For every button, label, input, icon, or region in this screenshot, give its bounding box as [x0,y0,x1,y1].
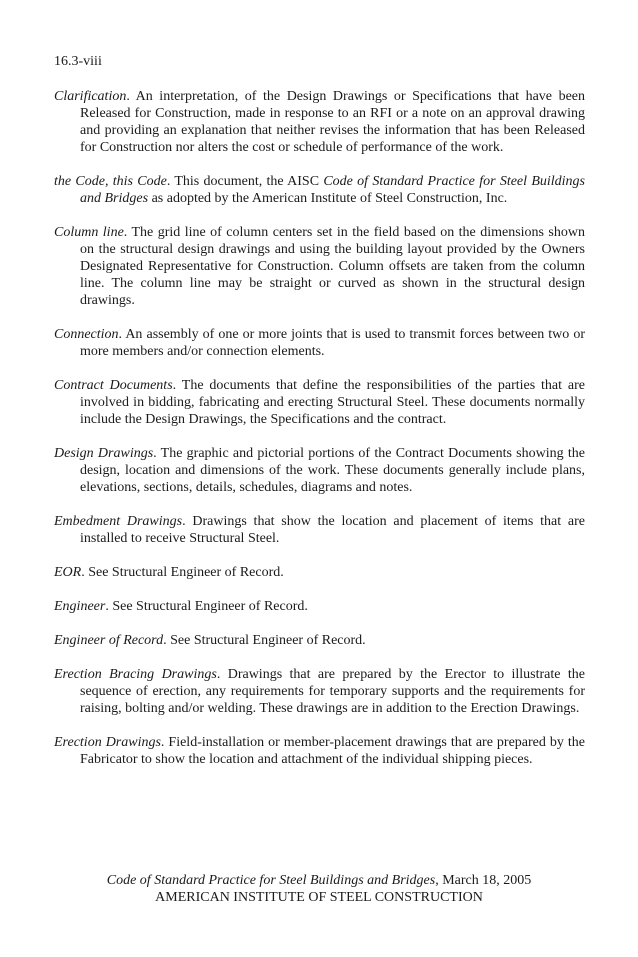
definition-entry [54,445,585,496]
definitions-list [54,88,585,785]
definition-entry [54,224,585,309]
term-punctuation: . [216,667,221,682]
definition-term: the Code, this Code [54,174,167,189]
definition-term: Column line [54,225,124,240]
definition-term: Engineer of Record [54,633,164,648]
definition-term: Engineer [54,599,106,614]
page-footer [0,872,638,906]
definition-entry [54,173,585,207]
definition-term: Clarification [54,89,127,104]
definition-text: Drawings that show the location and placement of items that are installed to receive Structural Steel. [80,514,585,546]
definition-text: as adopted by the American Institute of Steel Construction, Inc. [148,191,508,206]
term-punctuation: . [153,446,157,461]
term-punctuation: . [123,225,128,240]
definition-term: EOR [54,565,82,580]
definition-entry [54,513,585,547]
definition-text: Field-installation or member-placement drawings that are prepared by the Fabricator to show the location and attachment of the individual shipping pieces. [80,735,585,767]
definition-entry [54,564,585,581]
term-punctuation: . [105,599,109,614]
term-punctuation: . [160,735,165,750]
definition-text: See Structural Engineer of Record. [108,599,308,614]
term-punctuation: . [126,89,130,104]
term-punctuation: . [163,633,167,648]
footer-date: , March 18, 2005 [435,873,532,888]
term-punctuation: . [166,174,171,189]
definition-entry [54,734,585,768]
page-number: 16.3-viii [54,54,102,69]
term-punctuation: . [172,378,177,393]
definition-entry [54,377,585,428]
definition-entry [54,88,585,156]
definition-term: Contract Documents [54,378,173,393]
term-punctuation: . [182,514,186,529]
definition-entry [54,326,585,360]
definition-term: Design Drawings [54,446,154,461]
definition-term: Erection Bracing Drawings [54,667,217,682]
definition-entry [54,632,585,649]
definition-term: Embedment Drawings [54,514,183,529]
definition-text: The documents that define the responsibilities of the parties that are involved in bidding, fabricating and erecting Structural Steel. These documents normally include the Design Drawings, the Specifications and the contract. [80,378,586,427]
footer-title: Code of Standard Practice for Steel Buildings and Bridges [106,873,436,888]
definition-text: See Structural Engineer of Record. [166,633,366,648]
footer-citation [0,872,638,889]
definition-text: This document, the AISC [170,174,324,189]
term-punctuation: . [81,565,85,580]
definition-text: An assembly of one or more joints that is used to transmit forces between two or more members and/or connection elements. [80,327,585,359]
definition-text: See Structural Engineer of Record. [84,565,284,580]
definition-text: The grid line of column centers set in the field based on the dimensions shown on the structural design drawings and using the building layout provided by the Owners Designated Representative for Construction. Column offsets are taken from the column line. The column line may be straight or curved as shown in the structural design drawings. [80,225,585,308]
term-punctuation: . [118,327,123,342]
definition-text: The graphic and pictorial portions of the Contract Documents showing the design, location and dimensions of the work. These documents generally include plans, elevations, sections, details, schedules, diagrams and notes. [80,446,585,495]
definition-term: Connection [54,327,119,342]
definition-term: Erection Drawings [54,735,161,750]
definition-text: An interpretation, of the Design Drawings or Specifications that have been Released for Construction, made in response to an RFI or a note on an approval drawing and providing an explanation that neither revises the information that has been Released for Construction nor alters the cost or schedule of performance of the work. [80,89,585,155]
definition-entry [54,666,585,717]
footer-publisher: AMERICAN INSTITUTE OF STEEL CONSTRUCTION [155,890,483,905]
definition-entry [54,598,585,615]
definition-text-italic: Code of Standard Practice for Steel Buildings and Bridges [80,174,585,206]
definition-text: Drawings that are prepared by the Erector to illustrate the sequence of erection, any requirements for temporary supports and the requirements for raising, bolting and/or welding. These drawings are in addition to the Erection Drawings. [80,667,585,716]
